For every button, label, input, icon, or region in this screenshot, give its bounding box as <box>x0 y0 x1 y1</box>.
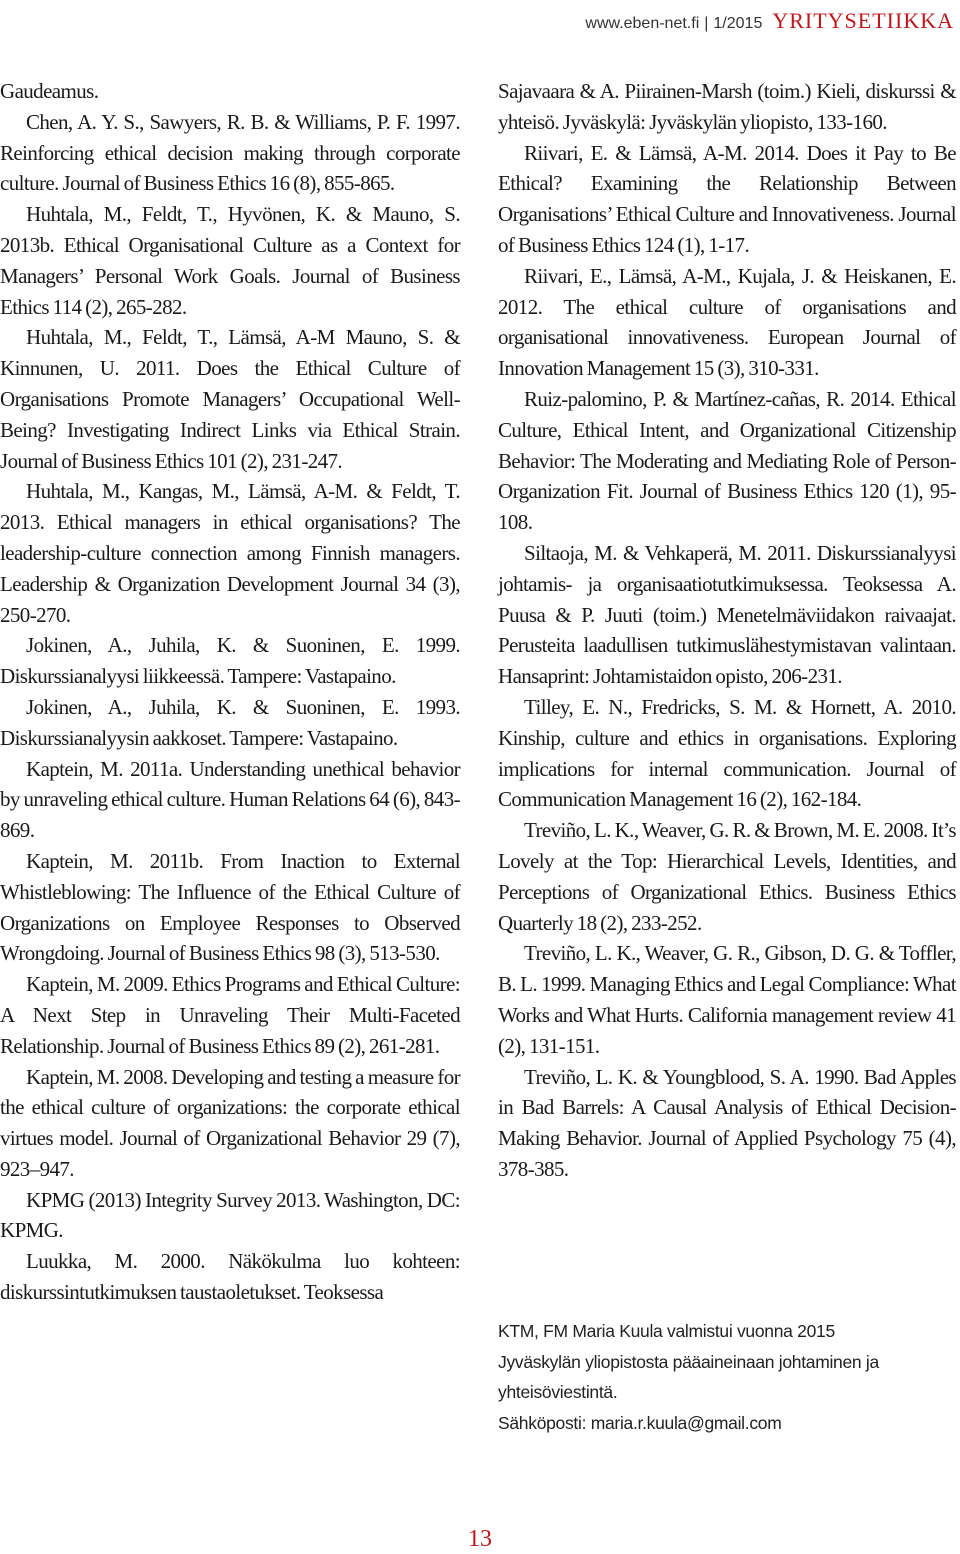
header-website: www.eben-net.fi <box>585 15 700 32</box>
reference-entry: Tilley, E. N., Fredricks, S. M. & Hornett, A. 2010. Kinship, culture and ethics in organisations. Exploring implications for internal communication. Journal of Communication Management 16 (2), 162-184. <box>498 694 956 812</box>
author-bio-line: yhteisöviestintä. <box>498 1382 618 1402</box>
reference-entry: Sajavaara & A. Piirainen-Marsh (toim.) Kieli, diskurssi & yhteisö. Jyväskylä: Jyväskylän yliopisto, 133-160. <box>498 79 956 134</box>
reference-entry: Kaptein, M. 2009. Ethics Programs and Ethical Culture: A Next Step in Unraveling Their Multi-Faceted Relationship. Journal of Business Ethics 89 (2), 261-281. <box>0 972 460 1058</box>
header-issue: 1/2015 <box>713 15 763 32</box>
reference-entry: Kaptein, M. 2011a. Understanding unethical behavior by unraveling ethical culture. Human Relations 64 (6), 843-869. <box>0 756 460 843</box>
author-bio <box>498 1316 938 1438</box>
page-header <box>585 8 954 38</box>
page-number: 13 <box>468 1526 492 1552</box>
reference-entry: Treviño, L. K., Weaver, G. R., Gibson, D. G. & Toffler, B. L. 1999. Managing Ethics and Legal Compliance: What Works and What Hurts. California management review 41 (2), 131-151. <box>498 941 956 1058</box>
magazine-title: YRITYSETIIKKA <box>772 8 954 33</box>
reference-entry: Huhtala, M., Feldt, T., Lämsä, A-M Mauno, S. & Kinnunen, U. 2011. Does the Ethical Culture of Organisations Promote Managers’ Occupational Well-Being? Investigating Indirect Links via Ethical Strain. Journal of Business Ethics 101 (2), 231-247. <box>0 325 460 473</box>
reference-entry: Siltaoja, M. & Vehkaperä, M. 2011. Diskurssianalyysi johtamis- ja organisaatiotutkimuksessa. Teoksessa A. Puusa & P. Juuti (toim.) Menetelmäviidakon raivaajat. Perusteita laadullisen tutkimuslähestymistavan valintaan. Hansaprint: Johtamistaidon opisto, 206-231. <box>498 540 956 689</box>
references-left-column <box>0 76 460 1308</box>
reference-entry: Treviño, L. K., Weaver, G. R. & Brown, M. E. 2008. It’s Lovely at the Top: Hierarchical Levels, Identities, and Perceptions of Organizational Ethics. Business Ethics Quarterly 18 (2), 233-252. <box>498 818 956 935</box>
reference-entry: Riivari, E. & Lämsä, A-M. 2014. Does it Pay to Be Ethical? Examining the Relationship Between Organisations’ Ethical Culture and Innovativeness. Journal of Business Ethics 124 (1), 1-17. <box>498 140 956 257</box>
reference-entry: Kaptein, M. 2008. Developing and testing a measure for the ethical culture of organizations: the corporate ethical virtues model. Journal of Organizational Behavior 29 (7), 923–947. <box>0 1064 460 1181</box>
reference-entry: Chen, A. Y. S., Sawyers, R. B. & Williams, P. F. 1997. Reinforcing ethical decision making through corporate culture. Journal of Business Ethics 16 (8), 855-865. <box>0 109 460 196</box>
reference-entry: Treviño, L. K. & Youngblood, S. A. 1990. Bad Apples in Bad Barrels: A Causal Analysis of Ethical Decision-Making Behavior. Journal of Applied Psychology 75 (4), 378-385. <box>498 1064 956 1181</box>
reference-entry: Luukka, M. 2000. Näkökulma luo kohteen: diskurssintutkimuksen taustaoletukset. Teoksessa <box>0 1249 460 1305</box>
author-bio-line: KTM, FM Maria Kuula valmistui vuonna 2015 <box>498 1321 835 1341</box>
header-separator: | <box>704 15 709 32</box>
author-bio-line: Jyväskylän yliopistosta pääaineinaan johtaminen ja <box>498 1351 879 1372</box>
reference-entry: Gaudeamus. <box>0 79 99 103</box>
reference-entry: Jokinen, A., Juhila, K. & Suoninen, E. 1999. Diskurssianalyysi liikkeessä. Tampere: Vastapaino. <box>0 633 460 689</box>
reference-entry: Huhtala, M., Kangas, M., Lämsä, A-M. & Feldt, T. 2013. Ethical managers in ethical organisations? The leadership-culture connection among Finnish managers. Leadership & Organization Development Journal 34 (3), 250-270. <box>0 479 460 627</box>
reference-entry: Huhtala, M., Feldt, T., Hyvönen, K. & Mauno, S. 2013b. Ethical Organisational Culture as a Context for Managers’ Personal Work Goals. Journal of Business Ethics 114 (2), 265-282. <box>0 202 460 319</box>
reference-entry: Kaptein, M. 2011b. From Inaction to External Whistleblowing: The Influence of the Ethical Culture of Organizations on Employee Responses to Observed Wrongdoing. Journal of Business Ethics 98 (3), 513-530. <box>0 848 460 966</box>
reference-entry: KPMG (2013) Integrity Survey 2013. Washington, DC: KPMG. <box>0 1187 460 1243</box>
reference-entry: Riivari, E., Lämsä, A-M., Kujala, J. & Heiskanen, E. 2012. The ethical culture of organisations and organisational innovativeness. European Journal of Innovation Management 15 (3), 310-331. <box>498 263 956 381</box>
author-email: Sähköposti: maria.r.kuula@gmail.com <box>498 1412 782 1433</box>
references-right-column <box>498 76 956 1185</box>
reference-entry: Ruiz-palomino, P. & Martínez-cañas, R. 2014. Ethical Culture, Ethical Intent, and Organizational Citizenship Behavior: The Moderating and Mediating Role of Person-Organization Fit. Journal of Business Ethics 120 (1), 95-108. <box>498 386 956 535</box>
reference-entry: Jokinen, A., Juhila, K. & Suoninen, E. 1993. Diskurssianalyysin aakkoset. Tampere: Vastapaino. <box>0 694 460 750</box>
